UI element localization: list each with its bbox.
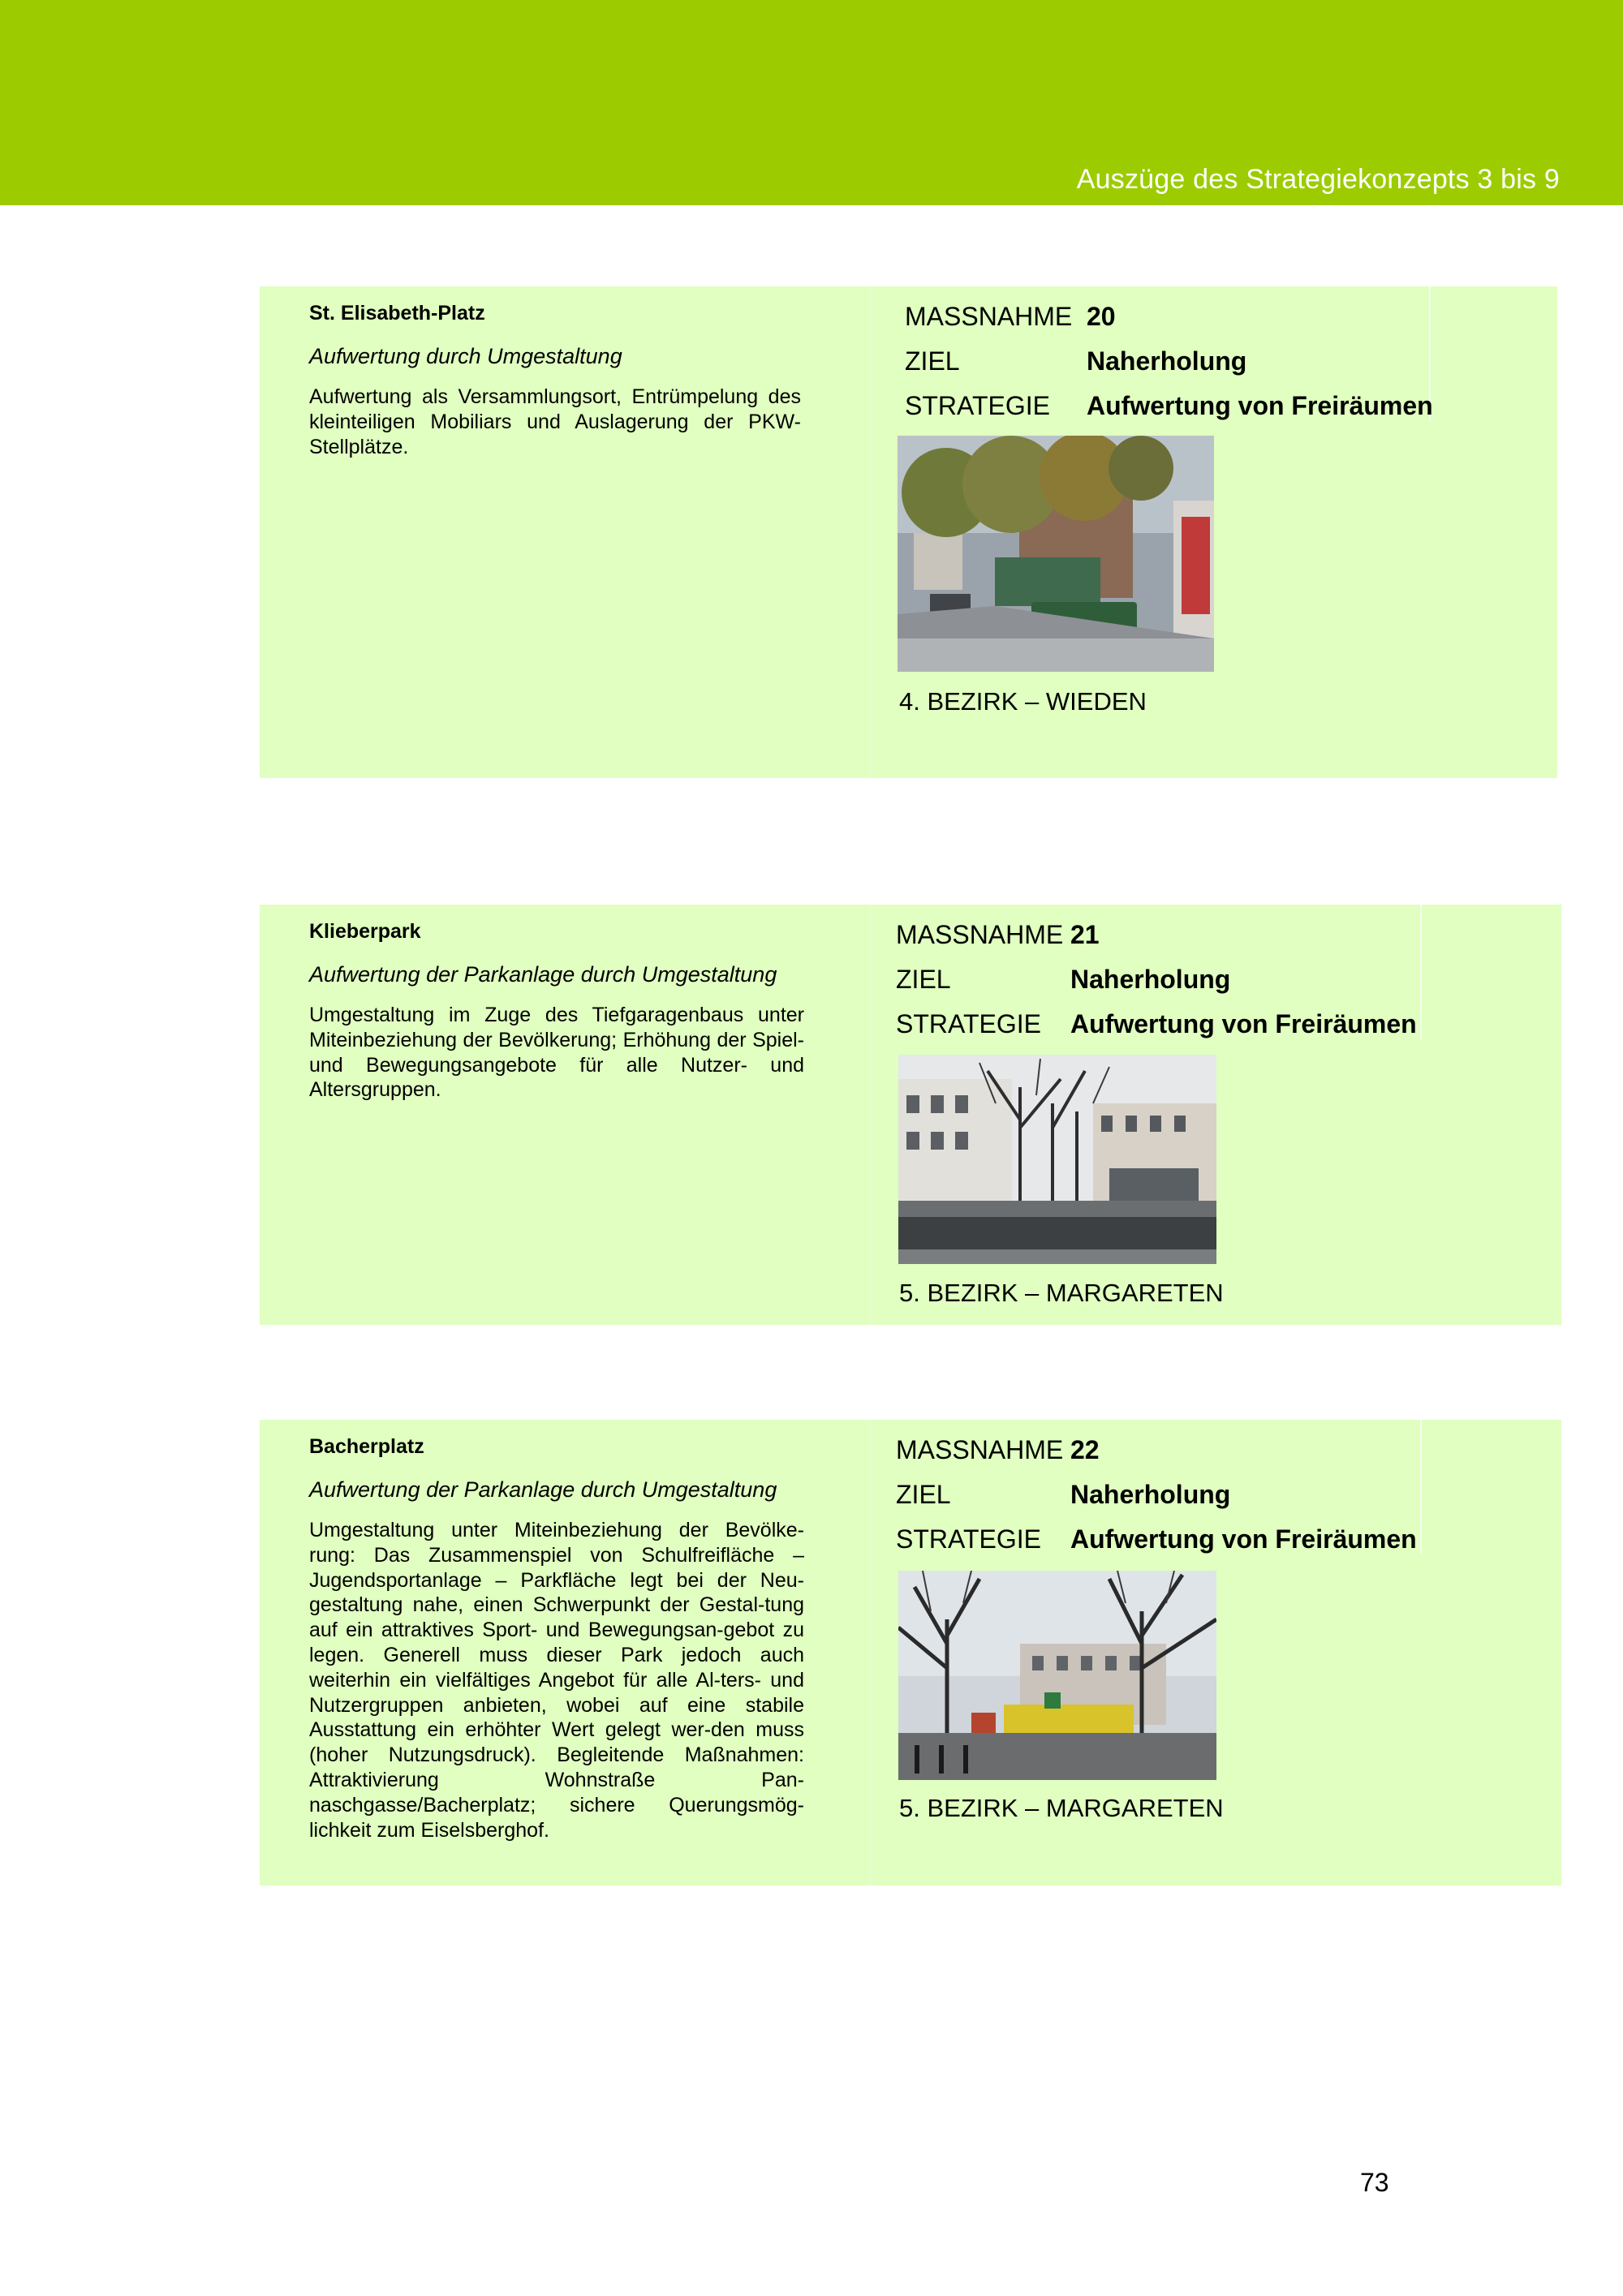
page-number: 73 (1360, 2168, 1389, 2197)
header-title: Auszüge des Strategiekonzepts 3 bis 9 (1076, 164, 1560, 195)
strategie-value: Aufwertung von Freiräumen (1070, 1009, 1417, 1038)
card-divider (870, 905, 871, 1325)
measure-subtitle: Aufwertung der Parkanlage durch Umgestaltung (309, 962, 777, 987)
district-label: 5. BEZIRK – MARGARETEN (899, 1279, 1224, 1307)
strategie-label: STRATEGIE (905, 391, 1050, 420)
measure-card-20 (260, 286, 1557, 778)
measure-title: Bacherplatz (309, 1435, 424, 1458)
measure-title: Klieberpark (309, 920, 421, 943)
measure-title: St. Elisabeth-Platz (309, 302, 485, 325)
measure-info-table (896, 1420, 1422, 1554)
strategie-label: STRATEGIE (896, 1009, 1041, 1038)
district-label: 4. BEZIRK – WIEDEN (899, 687, 1147, 716)
ziel-value: Naherholung (1070, 1480, 1231, 1509)
location-photo (898, 1055, 1216, 1264)
location-photo (898, 1571, 1216, 1780)
measure-card-22 (260, 1420, 1561, 1885)
strategie-value: Aufwertung von Freiräumen (1087, 391, 1433, 420)
massnahme-label: MASSNAHME (896, 920, 1064, 949)
measure-card-21 (260, 905, 1561, 1325)
massnahme-value: 20 (1087, 302, 1116, 331)
massnahme-value: 22 (1070, 1435, 1100, 1464)
ziel-value: Naherholung (1070, 965, 1231, 994)
measure-subtitle: Aufwertung durch Umgestaltung (309, 344, 622, 368)
measure-description (309, 301, 801, 459)
massnahme-label: MASSNAHME (905, 302, 1073, 331)
measure-body: Umgestaltung unter Miteinbeziehung der Bevölke-rung: Das Zusammenspiel von Schulfreifläche – Jugendsportanlage – Parkfläche legt bei der Neu-gestaltung nahe, einen Schwerpunkt der Gestal-tung auf ein attraktives Sport- und Bewegungsan-gebot zu legen. Generell muss dieser Park jedoch auch weiterhin ein vielfältiges Angebot für alle Al-ters- und Nutzergruppen anbieten, wobei auf eine stabile Ausstattung ein erhöhter Wert gelegt wer-den muss (hoher Nutzungsdruck). Begleitende Maßnahmen: Attraktivierung Wohnstraße Pan-naschgasse/Bacherplatz; sichere Querungsmög-lichkeit zum Eiselsberghof. (309, 1519, 804, 1842)
ziel-label: ZIEL (896, 965, 951, 994)
measure-description (309, 1434, 804, 1842)
measure-subtitle: Aufwertung der Parkanlage durch Umgestaltung (309, 1477, 777, 1502)
card-divider (870, 286, 871, 778)
measure-info-table (896, 905, 1422, 1039)
massnahme-value: 21 (1070, 920, 1100, 949)
measure-body: Umgestaltung im Zuge des Tiefgaragenbaus unter Miteinbeziehung der Bevölkerung; Erhöhung der Spiel- und Bewegungsangebote für alle Nutzer- und Altersgruppen. (309, 1004, 804, 1102)
location-photo (898, 436, 1214, 672)
page-header (0, 0, 1623, 205)
strategie-value: Aufwertung von Freiräumen (1070, 1524, 1417, 1554)
card-divider (870, 1420, 871, 1885)
ziel-label: ZIEL (896, 1480, 951, 1509)
district-label: 5. BEZIRK – MARGARETEN (899, 1794, 1224, 1822)
strategie-label: STRATEGIE (896, 1524, 1041, 1554)
measure-body: Aufwertung als Versammlungsort, Entrümpelung des kleinteiligen Mobiliars und Auslagerung der PKW-Stellplätze. (309, 385, 801, 458)
massnahme-label: MASSNAHME (896, 1435, 1064, 1464)
ziel-value: Naherholung (1087, 346, 1247, 376)
measure-description (309, 919, 804, 1103)
ziel-label: ZIEL (905, 346, 960, 376)
measure-info-table (905, 286, 1431, 421)
